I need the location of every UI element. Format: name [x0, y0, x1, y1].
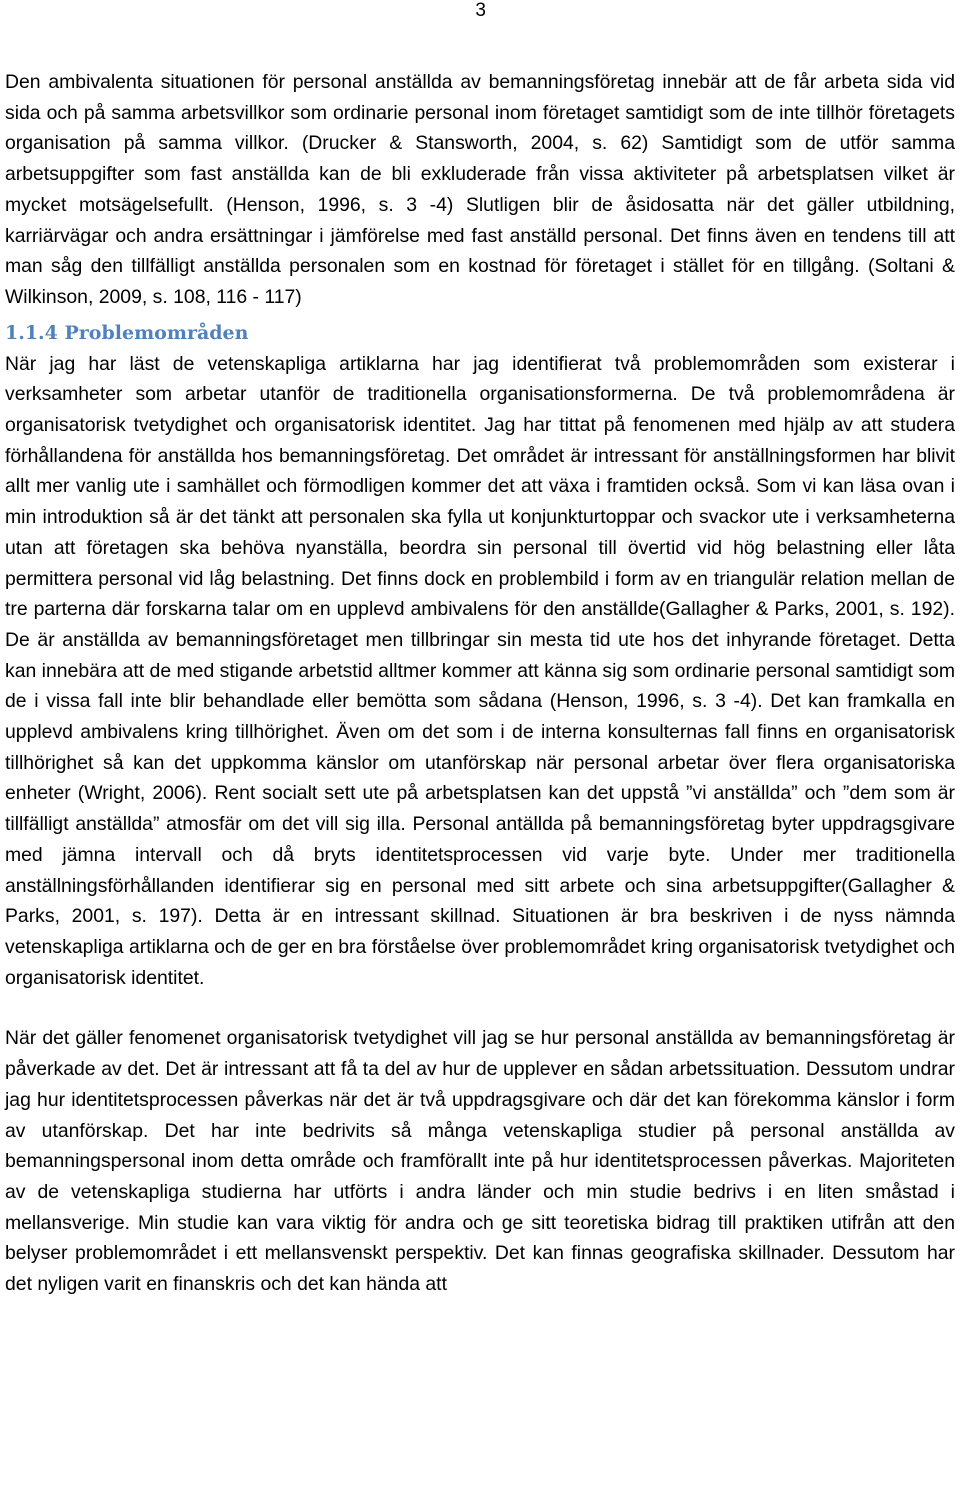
section-paragraph-2: När det gäller fenomenet organisatorisk tvetydighet vill jag se hur personal anställda av bemanningsföretag är påverkade av det. Det är intressant att få ta del av hur de upplever en sådan arbetssituation. Dessutom undrar jag hur identitetsprocessen påverkas när det är två uppdragsgivare och där det kan förekomma känslor i form av utanförskap. Det har inte bedrivits så många vetenskapliga studier på personal anställda av bemanningspersonal inom detta område och framförallt inte på hur identitetsprocessen påverkas. Majoriteten av de vetenskapliga studierna har utförts i andra länder och min studie bedrivs i en liten småstad i mellansverige. Min studie kan vara viktig för andra och ge sitt teoretiska bidrag till praktiken utifrån att den belyser problemområdet i ett mellansvenskt perspektiv. Det kan finnas geografiska skillnader. Dessutom har det nyligen varit en finanskris och det kan hända att [5, 1027, 955, 1296]
section-paragraph-1: När jag har läst de vetenskapliga artiklarna har jag identifierat två problemområden som existerar i verksamheter som arbetar utanför de traditionella organisationsformerna. De två problemområdena är organisatorisk tvetydighet och organisatorisk identitet. Jag har tittat på fenomenen med hjälp av att studera förhållandena för anställda hos bemanningsföretag. Det området är intressant för anställningsformen har blivit allt mer vanlig ute i samhället och förmodligen kommer det att växa i framtiden också. Som vi kan läsa ovan i min introduktion så är det tänkt att personalen ska fylla ut konjunkturtoppar och svackor ute i verksamheterna utan att företagen ska behöva nyanställa, beordra sin personal till övertid vid hög belastning eller låta permittera personal vid låg belastning. Det finns dock en problembild i form av en triangulär relation mellan de tre parterna där forskarna talar om en upplevd ambivalens för den anställde(Gallagher & Parks, 2001, s. 192). De är anställda av bemanningsföretaget men tillbringar sin mesta tid ute hos det inhyrande företaget. Detta kan innebära att de med stigande arbetstid alltmer kommer att känna sig som ordinarie personal samtidigt som de i vissa fall inte blir behandlade eller bemötta som sådana (Henson, 1996, s. 3 -4). Det kan framkalla en upplevd ambivalens kring tillhörighet. Även om det som i de interna konsulternas fall finns en organisatorisk tillhörighet så kan det uppkomma känslor om utanförskap när personal arbetar över flera organisatoriska enheter (Wright, 2006). Rent socialt sett ute på arbetsplatsen kan det uppstå ”vi anställda” och ”dem som är tillfälligt anställda” atmosfär om det vill sig illa. Personal antällda på bemanningsföretag byter uppdragsgivare med jämna intervall och då bryts identitetsprocessen vid varje byte. Under mer traditionella anställningsförhållanden identifierar sig en personal med sitt arbete och sina arbetsuppgifter(Gallagher & Parks, 2001, s. 197). Detta är en intressant skillnad. Situationen är bra beskriven i de nyss nämnda vetenskapliga artiklarna och de ger en bra förståelse över problemområdet kring organisatorisk tvetydighet och organisatorisk identitet. [5, 352, 955, 989]
page-number: 3 [475, 0, 486, 21]
section-heading: 1.1.4 Problemområden [5, 321, 249, 344]
document-body [5, 67, 955, 1300]
intro-paragraph: Den ambivalenta situationen för personal anställda av bemanningsföretag innebär att de får arbeta sida vid sida och på samma arbetsvillkor som ordinarie personal inom företaget samtidigt som de inte tillhör företagets organisation på samma villkor. (Drucker & Stansworth, 2004, s. 62) Samtidigt som de utför samma arbetsuppgifter som fast anställda kan de bli exkluderade från vissa aktiviteter på arbetsplatsen vilket är mycket motsägelsefullt. (Henson, 1996, s. 3 -4) Slutligen blir de åsidosatta när det gäller utbildning, karriärvägar och andra ersättningar i jämförelse med fast anställd personal. Det finns även en tendens till att man såg den tillfälligt anställda personalen som en kostnad för företaget i stället för en tillgång. (Soltani & Wilkinson, 2009, s. 108, 116 - 117) [5, 71, 955, 308]
